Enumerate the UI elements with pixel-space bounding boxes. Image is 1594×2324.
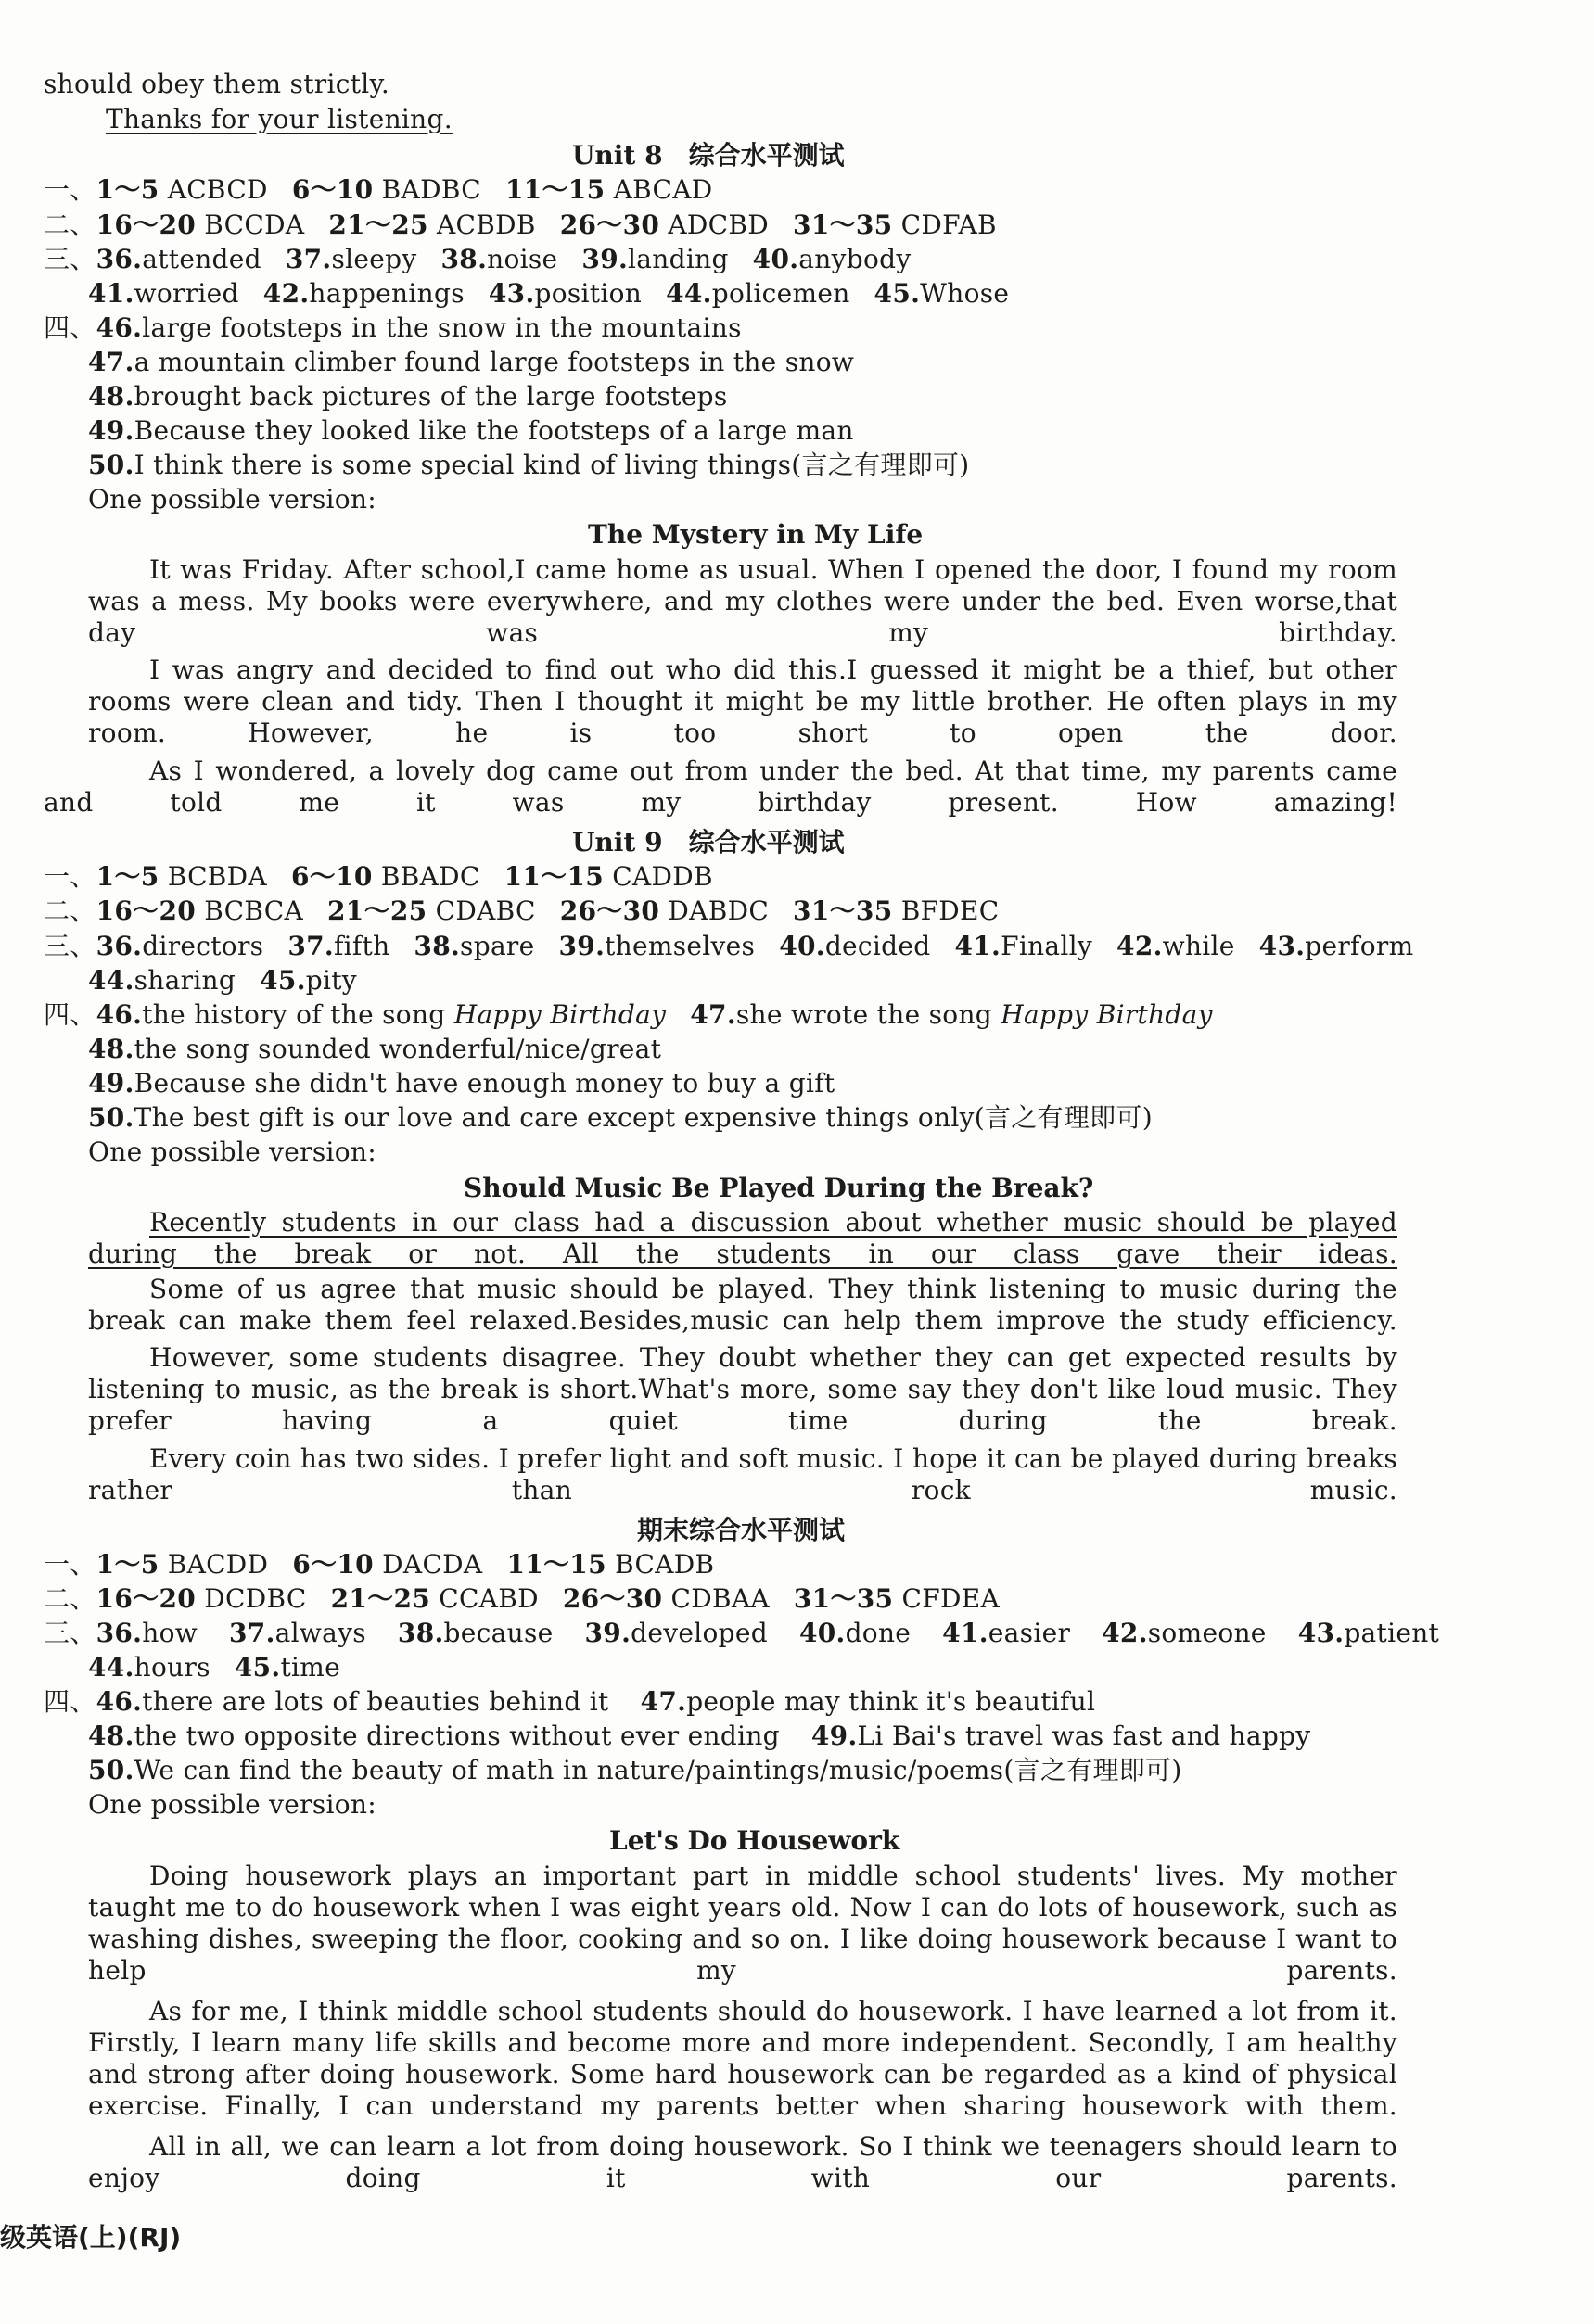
unit9-essay-paragraph-3: However, some students disagree. They doubt whether they can get expected results by listening to music, as the break is short.What's more, some say they don't like loud music. They prefer having a quiet time during the break.	[88, 1342, 1397, 1436]
unit8-essay-title: The Mystery in My Life	[588, 519, 924, 550]
range: 6～10	[291, 174, 374, 205]
range: 26～30	[559, 895, 660, 926]
item-answer: position	[534, 278, 643, 309]
section-prefix: 二、	[44, 210, 96, 240]
unit9-section4-49	[88, 1068, 835, 1099]
item-answer: developed	[631, 1618, 768, 1648]
item-number: 46.	[96, 999, 143, 1030]
item-answer: a mountain climber found large footsteps in the snow	[134, 347, 855, 377]
unit9-essay-paragraph-1: Recently students in our class had a discussion about whether music should be played during the break or not. All the students in our class gave their ideas.	[88, 1207, 1397, 1269]
item-answer: Because they looked like the footsteps of a large man	[134, 415, 854, 446]
unit8-possible-version: One possible version:	[88, 484, 377, 514]
item-number: 39.	[584, 1618, 631, 1648]
answers: BCBDA	[167, 861, 267, 892]
final-section4-line1	[44, 1686, 1095, 1718]
answers: DACDA	[382, 1549, 483, 1580]
unit8-section4-48	[88, 381, 728, 413]
unit9-essay-title: Should Music Be Played During the Break?	[464, 1173, 1094, 1203]
item-answer: directors	[142, 931, 264, 961]
section-prefix: 一、	[44, 174, 96, 205]
item-number: 44.	[88, 965, 134, 996]
item-answer: sleepy	[331, 244, 417, 274]
range: 31～35	[793, 210, 893, 240]
item-answer: while	[1162, 931, 1235, 961]
section-prefix: 一、	[44, 861, 96, 892]
item-number: 36.	[96, 931, 143, 961]
item-answer: attended	[142, 244, 261, 274]
item-answer: easier	[988, 1618, 1071, 1648]
item-number: 47.	[640, 1686, 687, 1717]
item-number: 37.	[229, 1618, 275, 1648]
unit9-section4-48	[88, 1034, 661, 1065]
item-answer: sharing	[134, 965, 236, 996]
item-number: 39.	[581, 244, 629, 274]
answers: BCADB	[615, 1549, 715, 1580]
item-number: 48.	[88, 381, 134, 412]
range: 21～25	[328, 210, 428, 240]
final-section3-line1	[44, 1618, 1439, 1649]
item-number: 41.	[954, 931, 1001, 961]
range: 11～15	[506, 1549, 606, 1580]
final-section1	[44, 1549, 714, 1581]
item-number: 41.	[88, 278, 134, 309]
range: 21～25	[327, 895, 427, 926]
item-number: 43.	[1297, 1618, 1345, 1648]
section-prefix: 四、	[44, 312, 96, 343]
item-answer: happenings	[309, 278, 465, 309]
section-prefix: 四、	[44, 1686, 96, 1717]
item-number: 43.	[1258, 931, 1306, 961]
range: 6～10	[290, 861, 373, 892]
final-section4-line2	[88, 1721, 1310, 1752]
item-answer: themselves	[605, 931, 756, 961]
item-number: 50.	[88, 1102, 134, 1133]
item-answer: large footsteps in the snow in the mountains	[142, 312, 742, 343]
item-answer: the song sounded wonderful/nice/great	[134, 1034, 662, 1064]
unit9-section1	[44, 861, 713, 893]
item-number: 48.	[88, 1721, 134, 1751]
range: 1～5	[96, 174, 159, 205]
range: 16～20	[96, 895, 197, 926]
item-answer: noise	[487, 244, 558, 274]
answers: ACBDB	[437, 210, 536, 240]
item-number: 40.	[798, 1618, 846, 1648]
song-title: Happy Birthday	[1001, 999, 1213, 1030]
unit9-essay-paragraph-2: Some of us agree that music should be played. They think listening to music during the break can make them feel relaxed.Besides,music can help them improve the study efficiency.	[88, 1274, 1397, 1336]
item-answer: how	[142, 1618, 198, 1648]
unit9-section4-line1	[44, 999, 1213, 1031]
item-number: 47.	[88, 347, 134, 377]
item-answer: The best gift is our love and care except expensive things only(言之有理即可)	[134, 1102, 1153, 1133]
answers: BBADC	[380, 861, 480, 892]
item-answer: I think there is some special kind of living things(言之有理即可)	[134, 450, 970, 480]
unit8-section4-46	[44, 312, 742, 344]
section-prefix: 三、	[44, 1618, 96, 1648]
item-number: 47.	[690, 999, 736, 1030]
item-number: 36.	[96, 1618, 143, 1648]
item-number: 43.	[488, 278, 535, 309]
answers: BACDD	[167, 1549, 269, 1580]
item-answer: always	[274, 1618, 366, 1648]
song-title: Happy Birthday	[453, 999, 667, 1030]
intro-line-2: Thanks for your listening.	[106, 104, 453, 134]
range: 11～15	[504, 861, 604, 892]
unit8-section1	[44, 174, 713, 206]
answers: BCBCA	[204, 895, 304, 926]
answers: CFDEA	[901, 1583, 1000, 1614]
intro-line-1: should obey them strictly.	[44, 69, 390, 99]
unit8-section4-50	[88, 450, 970, 481]
item-number: 40.	[752, 244, 799, 274]
item-number: 49.	[810, 1721, 858, 1751]
answers: ADCBD	[668, 210, 770, 240]
item-answer: Finally	[1001, 931, 1093, 961]
item-answer: brought back pictures of the large footsteps	[134, 381, 728, 412]
item-number: 42.	[1102, 1618, 1148, 1648]
unit8-title: Unit 8 综合水平测试	[572, 140, 845, 171]
range: 1～5	[96, 861, 159, 892]
range: 21～25	[330, 1583, 431, 1614]
unit9-possible-version: One possible version:	[88, 1137, 377, 1167]
section-prefix: 二、	[44, 895, 96, 926]
item-answer: pity	[305, 965, 357, 996]
item-number: 38.	[397, 1618, 444, 1648]
final-essay-paragraph-2: As for me, I think middle school students should do housework. I have learned a lot from it. Firstly, I learn many life skills and become more and more independent. Secondly, I am healthy and strong after doing housework. Some hard housework can be regarded as a kind of physical exercise. Finally, I can understand my parents better when sharing housework with them.	[88, 1996, 1397, 2121]
final-essay-paragraph-3: All in all, we can learn a lot from doing housework. So I think we teenagers should learn to enjoy doing it with our parents.	[88, 2131, 1397, 2193]
unit9-section4-50	[88, 1102, 1153, 1134]
item-answer: Because she didn't have enough money to buy a gift	[134, 1068, 835, 1099]
unit8-section4-47	[88, 347, 854, 378]
item-number: 49.	[88, 1068, 134, 1099]
item-answer: time	[280, 1652, 340, 1683]
item-answer: decided	[824, 931, 931, 961]
item-answer: because	[443, 1618, 554, 1648]
unit8-essay-paragraph-2: I was angry and decided to find out who did this.I guessed it might be a thief, but other rooms were clean and tidy. Then I thought it might be my little brother. He often plays in my room. However, he is too short to open the door.	[88, 654, 1397, 748]
answers: CDFAB	[900, 210, 997, 240]
item-answer: policemen	[711, 278, 850, 309]
item-number: 38.	[414, 931, 461, 961]
section-prefix: 三、	[44, 931, 96, 961]
answers: CADDB	[612, 861, 713, 892]
answers: BCCDA	[204, 210, 305, 240]
item-answer: she wrote the song	[735, 999, 1001, 1030]
range: 31～35	[793, 895, 893, 926]
range: 26～30	[559, 210, 660, 240]
answers: DCDBC	[204, 1583, 307, 1614]
range: 16～20	[96, 210, 197, 240]
item-number: 42.	[1116, 931, 1163, 961]
item-number: 38.	[440, 244, 488, 274]
final-possible-version: One possible version:	[88, 1789, 377, 1820]
answers: CCABD	[439, 1583, 539, 1614]
item-number: 45.	[260, 965, 306, 996]
item-answer: the history of the song	[142, 999, 454, 1030]
final-title: 期末综合水平测试	[637, 1515, 846, 1545]
answers: CDABC	[435, 895, 536, 926]
final-essay-paragraph-1: Doing housework plays an important part in middle school students' lives. My mother taught me to do housework when I was eight years old. Now I can do lots of housework, such as washing dishes, sweeping the floor, cooking and so on. I like doing housework because I want to help my parents.	[88, 1860, 1397, 1986]
item-number: 49.	[88, 415, 134, 446]
item-answer: Whose	[920, 278, 1010, 309]
range: 16～20	[96, 1583, 197, 1614]
range: 11～15	[504, 174, 606, 205]
item-answer: done	[845, 1618, 912, 1648]
answers: ABCAD	[613, 174, 713, 205]
item-number: 46.	[96, 312, 143, 343]
item-answer: there are lots of beauties behind it	[142, 1686, 609, 1717]
unit9-section3-line2	[88, 965, 357, 997]
answers: ACBCD	[167, 174, 268, 205]
final-essay-title: Let's Do Housework	[609, 1825, 900, 1856]
final-section3-line2	[88, 1652, 340, 1683]
unit8-section3-line1	[44, 244, 911, 275]
unit9-title: Unit 9 综合水平测试	[572, 827, 845, 857]
item-answer: spare	[460, 931, 535, 961]
item-answer: landing	[628, 244, 729, 274]
item-answer: the two opposite directions without ever ending	[134, 1721, 780, 1751]
unit8-section3-line2	[88, 278, 1009, 310]
item-number: 45.	[874, 278, 921, 309]
final-section2	[44, 1583, 1000, 1615]
item-answer: anybody	[798, 244, 912, 274]
item-number: 42.	[262, 278, 310, 309]
item-answer: We can find the beauty of math in nature/paintings/music/poems(言之有理即可)	[134, 1755, 1182, 1785]
answers: DABDC	[668, 895, 770, 926]
unit8-section4-49	[88, 415, 854, 447]
unit9-section3-line1	[44, 931, 1413, 962]
answers: CDBAA	[670, 1583, 770, 1614]
item-number: 46.	[96, 1686, 143, 1717]
item-number: 45.	[234, 1652, 281, 1683]
unit8-section2	[44, 210, 997, 241]
item-number: 37.	[287, 931, 334, 961]
section-prefix: 三、	[44, 244, 96, 274]
item-answer: Li Bai's travel was fast and happy	[857, 1721, 1311, 1751]
item-answer: fifth	[333, 931, 390, 961]
item-answer: hours	[134, 1652, 210, 1683]
range: 1～5	[96, 1549, 159, 1580]
final-section4-line3	[88, 1755, 1182, 1786]
item-number: 36.	[96, 244, 143, 274]
section-prefix: 四、	[44, 999, 96, 1030]
range: 31～35	[793, 1583, 894, 1614]
item-answer: patient	[1344, 1618, 1440, 1648]
section-prefix: 一、	[44, 1549, 96, 1580]
item-number: 41.	[942, 1618, 988, 1648]
unit9-section2	[44, 895, 1000, 927]
item-number: 50.	[88, 450, 134, 480]
item-number: 44.	[666, 278, 712, 309]
answers: BFDEC	[900, 895, 1000, 926]
item-number: 50.	[88, 1755, 134, 1785]
unit9-essay-paragraph-4: Every coin has two sides. I prefer light and soft music. I hope it can be played during breaks rather than rock music.	[88, 1443, 1397, 1505]
item-number: 40.	[779, 931, 825, 961]
section-prefix: 二、	[44, 1583, 96, 1614]
page-footer: 级英语(上)(RJ)	[0, 2222, 182, 2253]
item-number: 37.	[285, 244, 332, 274]
unit8-essay-paragraph-1: It was Friday. After school,I came home as usual. When I opened the door, I found my room was a mess. My books were everywhere, and my clothes were under the bed. Even worse,that day was my birthday.	[88, 554, 1397, 648]
unit8-essay-paragraph-3: As I wondered, a lovely dog came out from under the bed. At that time, my parents came and told me it was my birthday present. How amazing!	[44, 756, 1397, 818]
range: 26～30	[562, 1583, 663, 1614]
item-answer: people may think it's beautiful	[686, 1686, 1096, 1717]
item-answer: perform	[1305, 931, 1414, 961]
answers: BADBC	[381, 174, 481, 205]
item-number: 48.	[88, 1034, 134, 1064]
item-number: 44.	[88, 1652, 134, 1683]
item-answer: worried	[134, 278, 239, 309]
item-answer: someone	[1147, 1618, 1267, 1648]
item-number: 39.	[558, 931, 606, 961]
range: 6～10	[292, 1549, 374, 1580]
